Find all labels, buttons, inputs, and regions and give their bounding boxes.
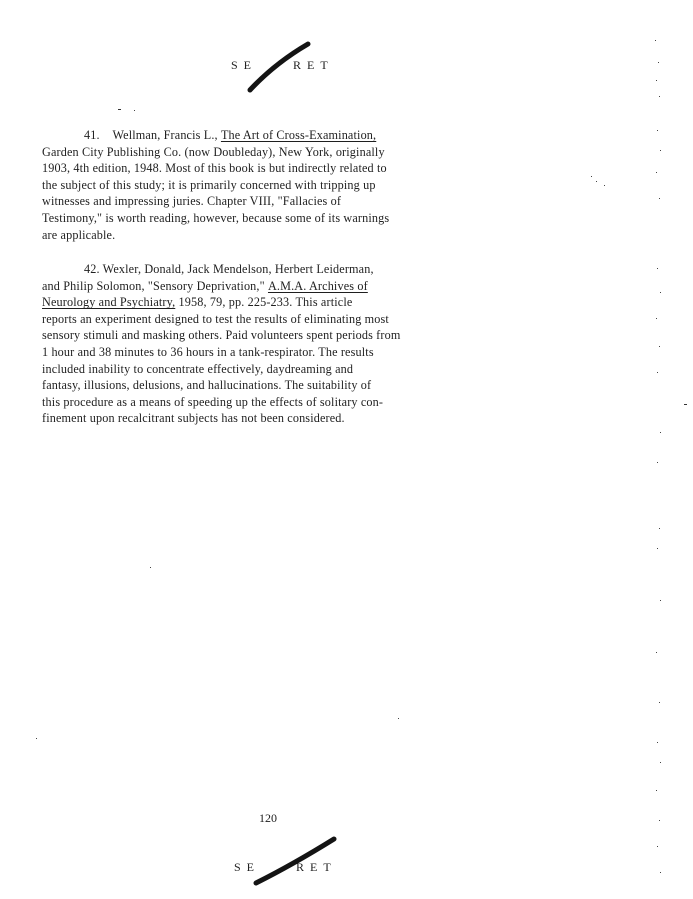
classification-footer-left: SE	[234, 860, 261, 874]
scan-speck	[684, 404, 687, 405]
scan-speck	[659, 346, 660, 347]
scan-speck	[118, 109, 121, 110]
bibliography-entry-42	[42, 261, 590, 427]
scan-speck	[660, 292, 661, 293]
entry-41-line-3: 1903, 4th edition, 1948. Most of this book is but indirectly related to	[42, 161, 387, 176]
scan-speck	[659, 96, 660, 97]
scan-speck	[657, 548, 658, 549]
entry-42-line-6: 1 hour and 38 minutes to 36 hours in a tank-respirator. The results	[42, 344, 374, 359]
scan-speck	[656, 172, 657, 173]
scan-speck	[660, 600, 661, 601]
classification-header-right: RET	[293, 58, 334, 72]
scan-speck	[656, 790, 657, 791]
scan-speck	[660, 762, 661, 763]
entry-41-line-4: the subject of this study; it is primarily concerned with tripping up	[42, 177, 376, 192]
scan-speck	[398, 718, 399, 719]
scan-speck	[134, 110, 135, 111]
classification-strike-mark-bottom	[250, 833, 340, 888]
scan-speck	[660, 150, 661, 151]
scan-speck	[660, 432, 661, 433]
entry-42-journal: A.M.A. Archives of	[267, 278, 368, 293]
entry-41-line-1: 41. Wellman, Francis L., The Art of Cross-Examination,	[84, 128, 377, 142]
entry-42-line-2: and Philip Solomon, "Sensory Deprivation," A.M.A. Archives of	[42, 278, 368, 293]
page-number: 120	[259, 811, 277, 825]
entry-42-line-3: Neurology and Psychiatry, 1958, 79, pp. 225-233. This article	[42, 295, 353, 310]
entry-42-journal-cont: Neurology and Psychiatry,	[42, 295, 176, 310]
scan-speck	[659, 702, 660, 703]
scan-speck	[659, 198, 660, 199]
scan-speck	[657, 268, 658, 269]
entry-42-line-9: this procedure as a means of speeding up the effects of solitary con-	[42, 394, 384, 409]
bibliography-entry-41	[42, 127, 590, 243]
scan-speck	[659, 528, 660, 529]
scan-speck	[656, 318, 657, 319]
scan-speck	[604, 185, 605, 186]
scan-speck	[658, 62, 659, 63]
scan-speck	[660, 872, 661, 873]
scan-speck	[657, 130, 658, 131]
entry-41-line-6: Testimony," is worth reading, however, because some of its warnings	[42, 210, 390, 225]
classification-footer-right: RET	[296, 860, 337, 874]
scan-speck	[657, 462, 658, 463]
scan-speck	[36, 738, 37, 739]
scan-speck	[659, 820, 660, 821]
scan-speck	[591, 176, 592, 177]
entry-42-line-8: fantasy, illusions, delusions, and hallucinations. The suitability of	[42, 378, 372, 393]
scan-speck	[596, 181, 597, 182]
entry-41-line-2: Garden City Publishing Co. (now Doubleday), New York, originally	[42, 144, 385, 159]
scan-speck	[656, 80, 657, 81]
scan-speck	[656, 652, 657, 653]
entry-42-line-1: 42. Wexler, Donald, Jack Mendelson, Herbert Leiderman,	[84, 262, 374, 276]
scan-speck	[657, 372, 658, 373]
scan-speck	[657, 742, 658, 743]
entry-41-line-7: are applicable.	[42, 227, 116, 242]
classification-header-left: SE	[231, 58, 258, 72]
scan-speck	[655, 40, 656, 41]
entry-42-line-7: included inability to concentrate effectively, daydreaming and	[42, 361, 354, 376]
classification-strike-mark-top	[244, 40, 314, 95]
entry-41-title: The Art of Cross-Examination,	[220, 128, 377, 142]
scan-speck	[150, 567, 151, 568]
entry-42-line-5: sensory stimuli and masking others. Paid volunteers spent periods from	[42, 328, 401, 343]
scan-speck	[657, 846, 658, 847]
entry-42-line-4: reports an experiment designed to test the results of eliminating most	[42, 311, 389, 326]
entry-42-line-10: finement upon recalcitrant subjects has not been considered.	[42, 411, 345, 426]
entry-41-line-5: witnesses and impressing juries. Chapter VIII, "Fallacies of	[42, 194, 342, 209]
